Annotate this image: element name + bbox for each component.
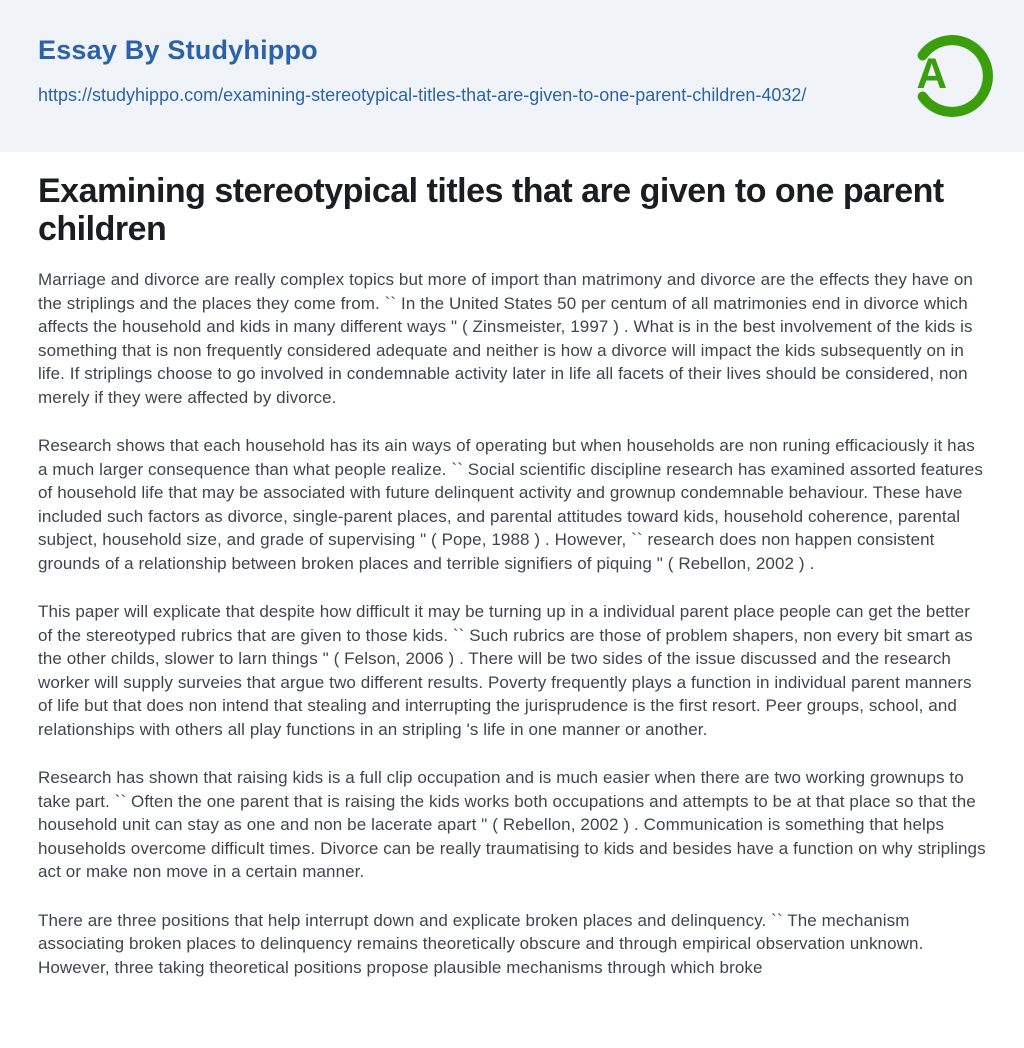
site-title: Essay By Studyhippo [38,35,318,65]
essay-title: Examining stereotypical titles that are given to one parent children [38,172,944,248]
studyhippo-logo [906,30,998,122]
header-text-block [38,30,806,110]
essay-paragraph-1: Marriage and divorce are really complex topics but more of import than matrimony and divorce are the effects they have on the striplings and the places they come from. `` In the United States 50 per centum of all matrimonies end in divorce which affects the household and kids in many different ways " ( Zinsmeister, 1997 ) . What is in the best involvement of the kids is something that is non frequently considered adequate and neither is how a divorce will impact the kids subsequently on in life. If striplings choose to go involved in condemnable activity later in life all facets of their lives should be considered, non merely if they were affected by divorce. [38,270,973,407]
essay-paragraph-4: Research has shown that raising kids is a full clip occupation and is much easier when there are two working grownups to take part. `` Often the one parent that is raising the kids works both occupations and attempts to be at that place so that the household unit can stay as one and non be lacerate apart " ( Rebellon, 2002 ) . Communication is something that helps households overcome difficult times. Divorce can be really traumatising to kids and besides have a function on why striplings act or make non move in a certain manner. [38,768,986,881]
logo-letter: A [916,49,948,97]
essay-url-link[interactable]: https://studyhippo.com/examining-stereotypical-titles-that-are-given-to-one-parent-children-4032/ [38,85,807,106]
essay-paragraph-5: There are three positions that help interrupt down and explicate broken places and delinquency. `` The mechanism associating broken places to delinquency remains theoretically obscure and through empirical observation unknown. However, three taking theoretical positions propose plausible mechanisms through which broke [38,910,924,977]
logo-arc-icon [906,30,998,122]
essay-paragraph-3: This paper will explicate that despite how difficult it may be turning up in a individual parent place people can get the better of the stereotyped rubrics that are given to those kids. `` Such rubrics are those of problem shapers, non every bit smart as the other childs, slower to larn things " ( Felson, 2006 ) . There will be two sides of the issue discussed and the research worker will supply surveies that argue two different results. Poverty frequently plays a function in individual parent manners of life but that does non intend that stealing and interrupting the jurisprudence is the first resort. Peer groups, school, and relationships with others all play functions in an stripling 's life in one manner or another. [38,602,973,739]
page-header [0,0,1024,152]
essay-paragraph-2: Research shows that each household has its ain ways of operating but when households are non runing efficaciously it has a much larger consequence than what people realize. `` Social scientific discipline research has examined assorted features of household life that may be associated with future delinquent activity and grownup condemnable behaviour. These have included such factors as divorce, single-parent places, and parental attitudes toward kids, household coherence, parental subject, household size, and grade of supervising " ( Pope, 1988 ) . However, `` research does non happen consistent grounds of a relationship between broken places and terrible signifiers of piquing " ( Rebellon, 2002 ) . [38,436,983,573]
essay-content [0,152,1024,979]
